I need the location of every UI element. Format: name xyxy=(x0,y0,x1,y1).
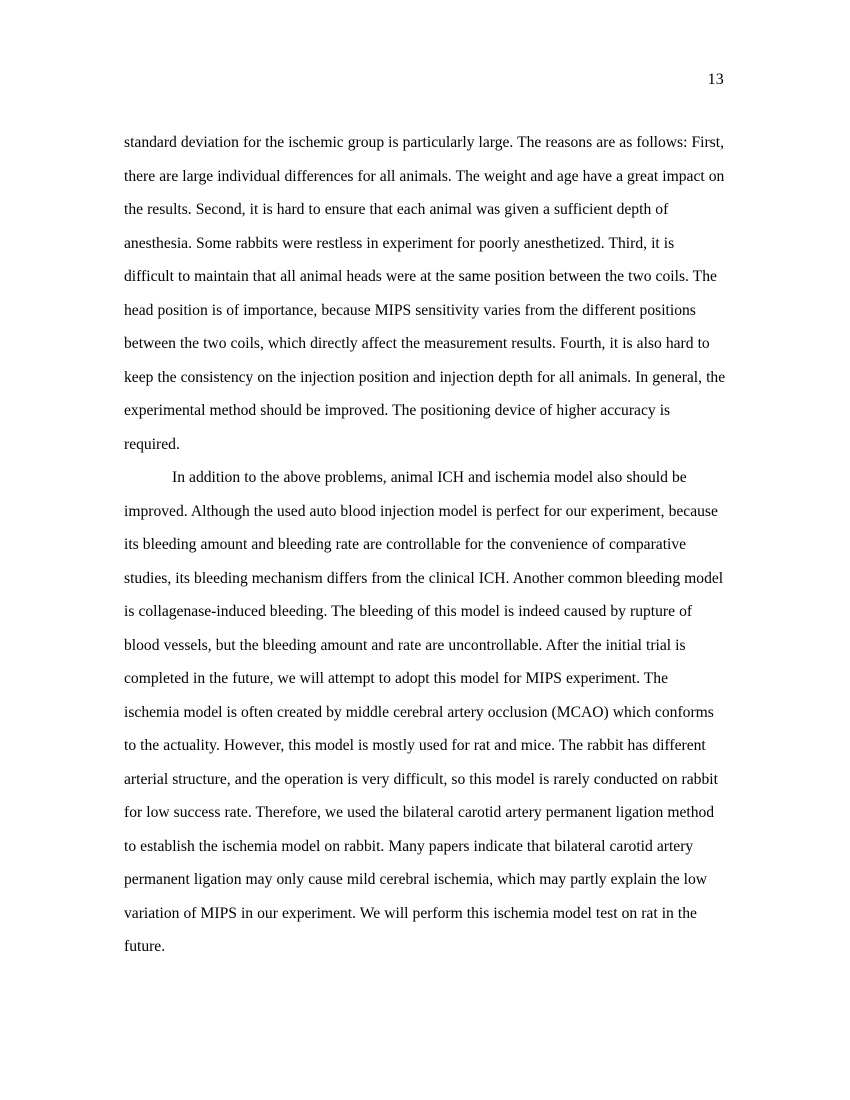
paragraph-limitations: standard deviation for the ischemic group is particularly large. The reasons are as follows: First, there are large individual differences for all animals. The weight and age have a great impact on the results. Second, it is hard to ensure that each animal was given a sufficient depth of anesthesia. Some rabbits were restless in experiment for poorly anesthetized. Third, it is difficult to maintain that all animal heads were at the same position between the two coils. The head position is of importance, because MIPS sensitivity varies from the different positions between the two coils, which directly affect the measurement results. Fourth, it is also hard to keep the consistency on the injection position and injection depth for all animals. In general, the experimental method should be improved. The positioning device of higher accuracy is required. xyxy=(124,134,726,453)
body-text-column xyxy=(124,126,726,964)
paragraph-animal-models: In addition to the above problems, animal ICH and ischemia model also should be improved. Although the used auto blood injection model is perfect for our experiment, because its bleeding amount and bleeding rate are controllable for the convenience of comparative studies, its bleeding mechanism differs from the clinical ICH. Another common bleeding model is collagenase-induced bleeding. The bleeding of this model is indeed caused by rupture of blood vessels, but the bleeding amount and rate are uncontrollable. After the initial trial is completed in the future, we will attempt to adopt this model for MIPS experiment. The ischemia model is often created by middle cerebral artery occlusion (MCAO) which conforms to the actuality. However, this model is mostly used for rat and mice. The rabbit has different arterial structure, and the operation is very difficult, so this model is rarely conducted on rabbit for low success rate. Therefore, we used the bilateral carotid artery permanent ligation method to establish the ischemia model on rabbit. Many papers indicate that bilateral carotid artery permanent ligation may only cause mild cerebral ischemia, which may partly explain the low variation of MIPS in our experiment. We will perform this ischemia model test on rat in the future. xyxy=(124,469,724,955)
page-number: 13 xyxy=(707,71,724,88)
